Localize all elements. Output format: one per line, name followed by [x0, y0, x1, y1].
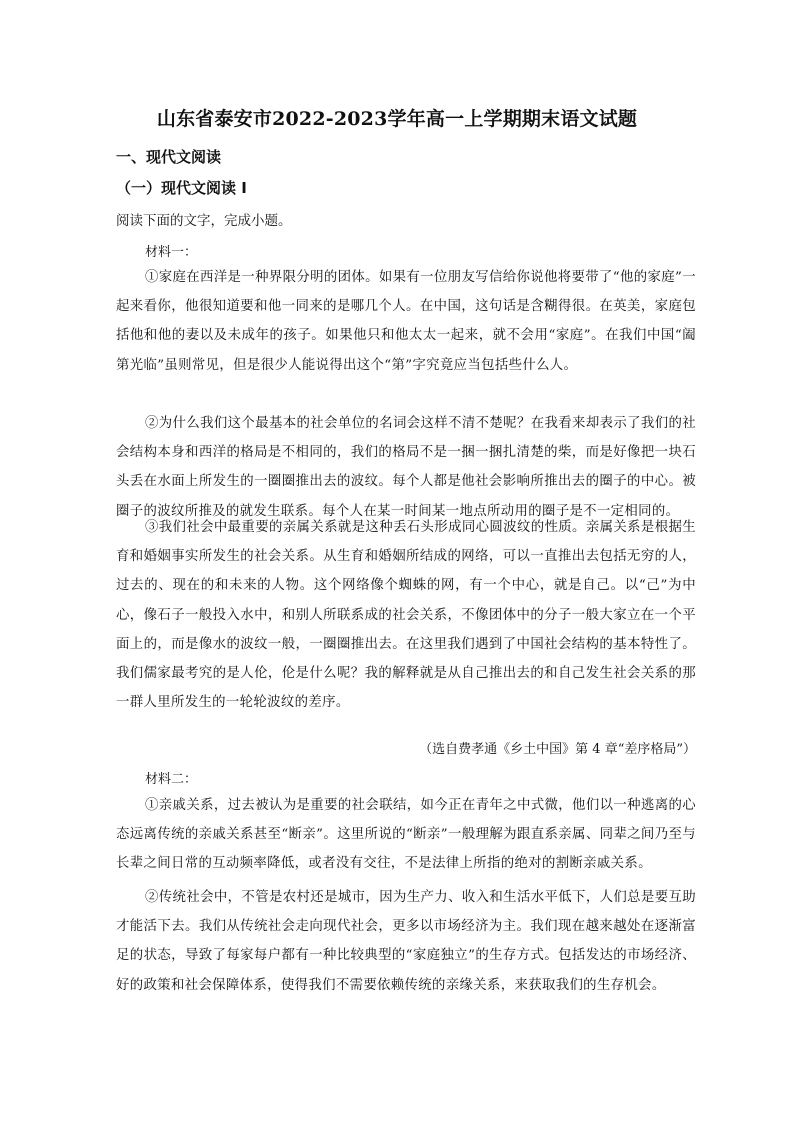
material-one-source: （选自费孝通《乡土中国》第 4 章“差序格局”） [419, 742, 696, 757]
sub-heading: （一）现代文阅读 I [116, 179, 247, 197]
document-title: 山东省泰安市2022-2023学年高一上学期期末语文试题 [156, 108, 638, 130]
material-one-paragraph-1: ①家庭在西洋是一种界限分明的团体。如果有一位朋友写信给你说他将要带了“他的家庭”一起来看你，他很知道要和他一同来的是哪几个人。在中国，这句话是含糊得很。在英美，家庭包括他和他的妻以及未成年的孩子。如果他只和他太太一起来，就不会用“家庭”。在我们中国“阖第光临”虽则常见，但是很少人能说得出这个“第”字究竟应当包括些什么人。 [116, 270, 696, 373]
material-one-paragraph-3: ③我们社会中最重要的亲属关系就是这种丢石头形成同心圆波纹的性质。亲属关系是根据生育和婚姻事实所发生的社会关系。从生育和婚姻所结成的网络，可以一直推出去包括无穷的人，过去的、现在的和未来的人物。这个网络像个蜘蛛的网，有一个中心，就是自己。以“己”为中心，像石子一般投入水中，和别人所联系成的社会关系，不像团体中的分子一般大家立在一个平面上的，而是像水的波纹一般，一圈圈推出去。在这里我们遇到了中国社会结构的基本特性了。我们儒家最考究的是人伦，伦是什么呢？我的解释就是从自己推出去的和自己发生社会关系的那一群人里所发生的一轮轮波纹的差序。 [116, 520, 696, 711]
material-one-paragraph-2: ②为什么我们这个最基本的社会单位的名词会这样不清不楚呢？在我看来却表示了我们的社会结构本身和西洋的格局是不相同的，我们的格局不是一捆一捆扎清楚的柴，而是好像把一块石头丢在水面上所发生的一圈圈推出去的波纹。每个人都是他社会影响所推出去的圈子的中心。被圈子的波纹所推及的就发生联系。每个人在某一时间某一地点所动用的圈子是不一定相同的。 [116, 416, 696, 519]
material-two-paragraph-2: ②传统社会中，不管是农村还是城市，因为生产力、收入和生活水平低下，人们总是要互助才能活下去。我们从传统社会走向现代社会，更多以市场经济为主。我们现在越来越处在逐渐富足的状态，导致了每家每户都有一种比较典型的“家庭独立”的生存方式。包括发达的市场经济、好的政策和社会保障体系，使得我们不需要依赖传统的亲缘关系，来获取我们的生存机会。 [116, 890, 696, 993]
material-two-label: 材料二： [145, 772, 198, 787]
section-heading: 一、现代文阅读 [116, 148, 222, 166]
material-two-paragraph-1: ①亲戚关系，过去被认为是重要的社会联结，如今正在青年之中式微，他们以一种逃离的心态远离传统的亲戚关系甚至“断亲”。这里所说的“断亲”一般理解为跟直系亲属、同辈之间乃至与长辈之间日常的互动频率降低，或者没有交往，不是法律上所指的绝对的割断亲戚关系。 [116, 798, 696, 872]
reading-instruction: 阅读下面的文字，完成小题。 [116, 213, 292, 229]
material-one-label: 材料一： [145, 245, 198, 260]
